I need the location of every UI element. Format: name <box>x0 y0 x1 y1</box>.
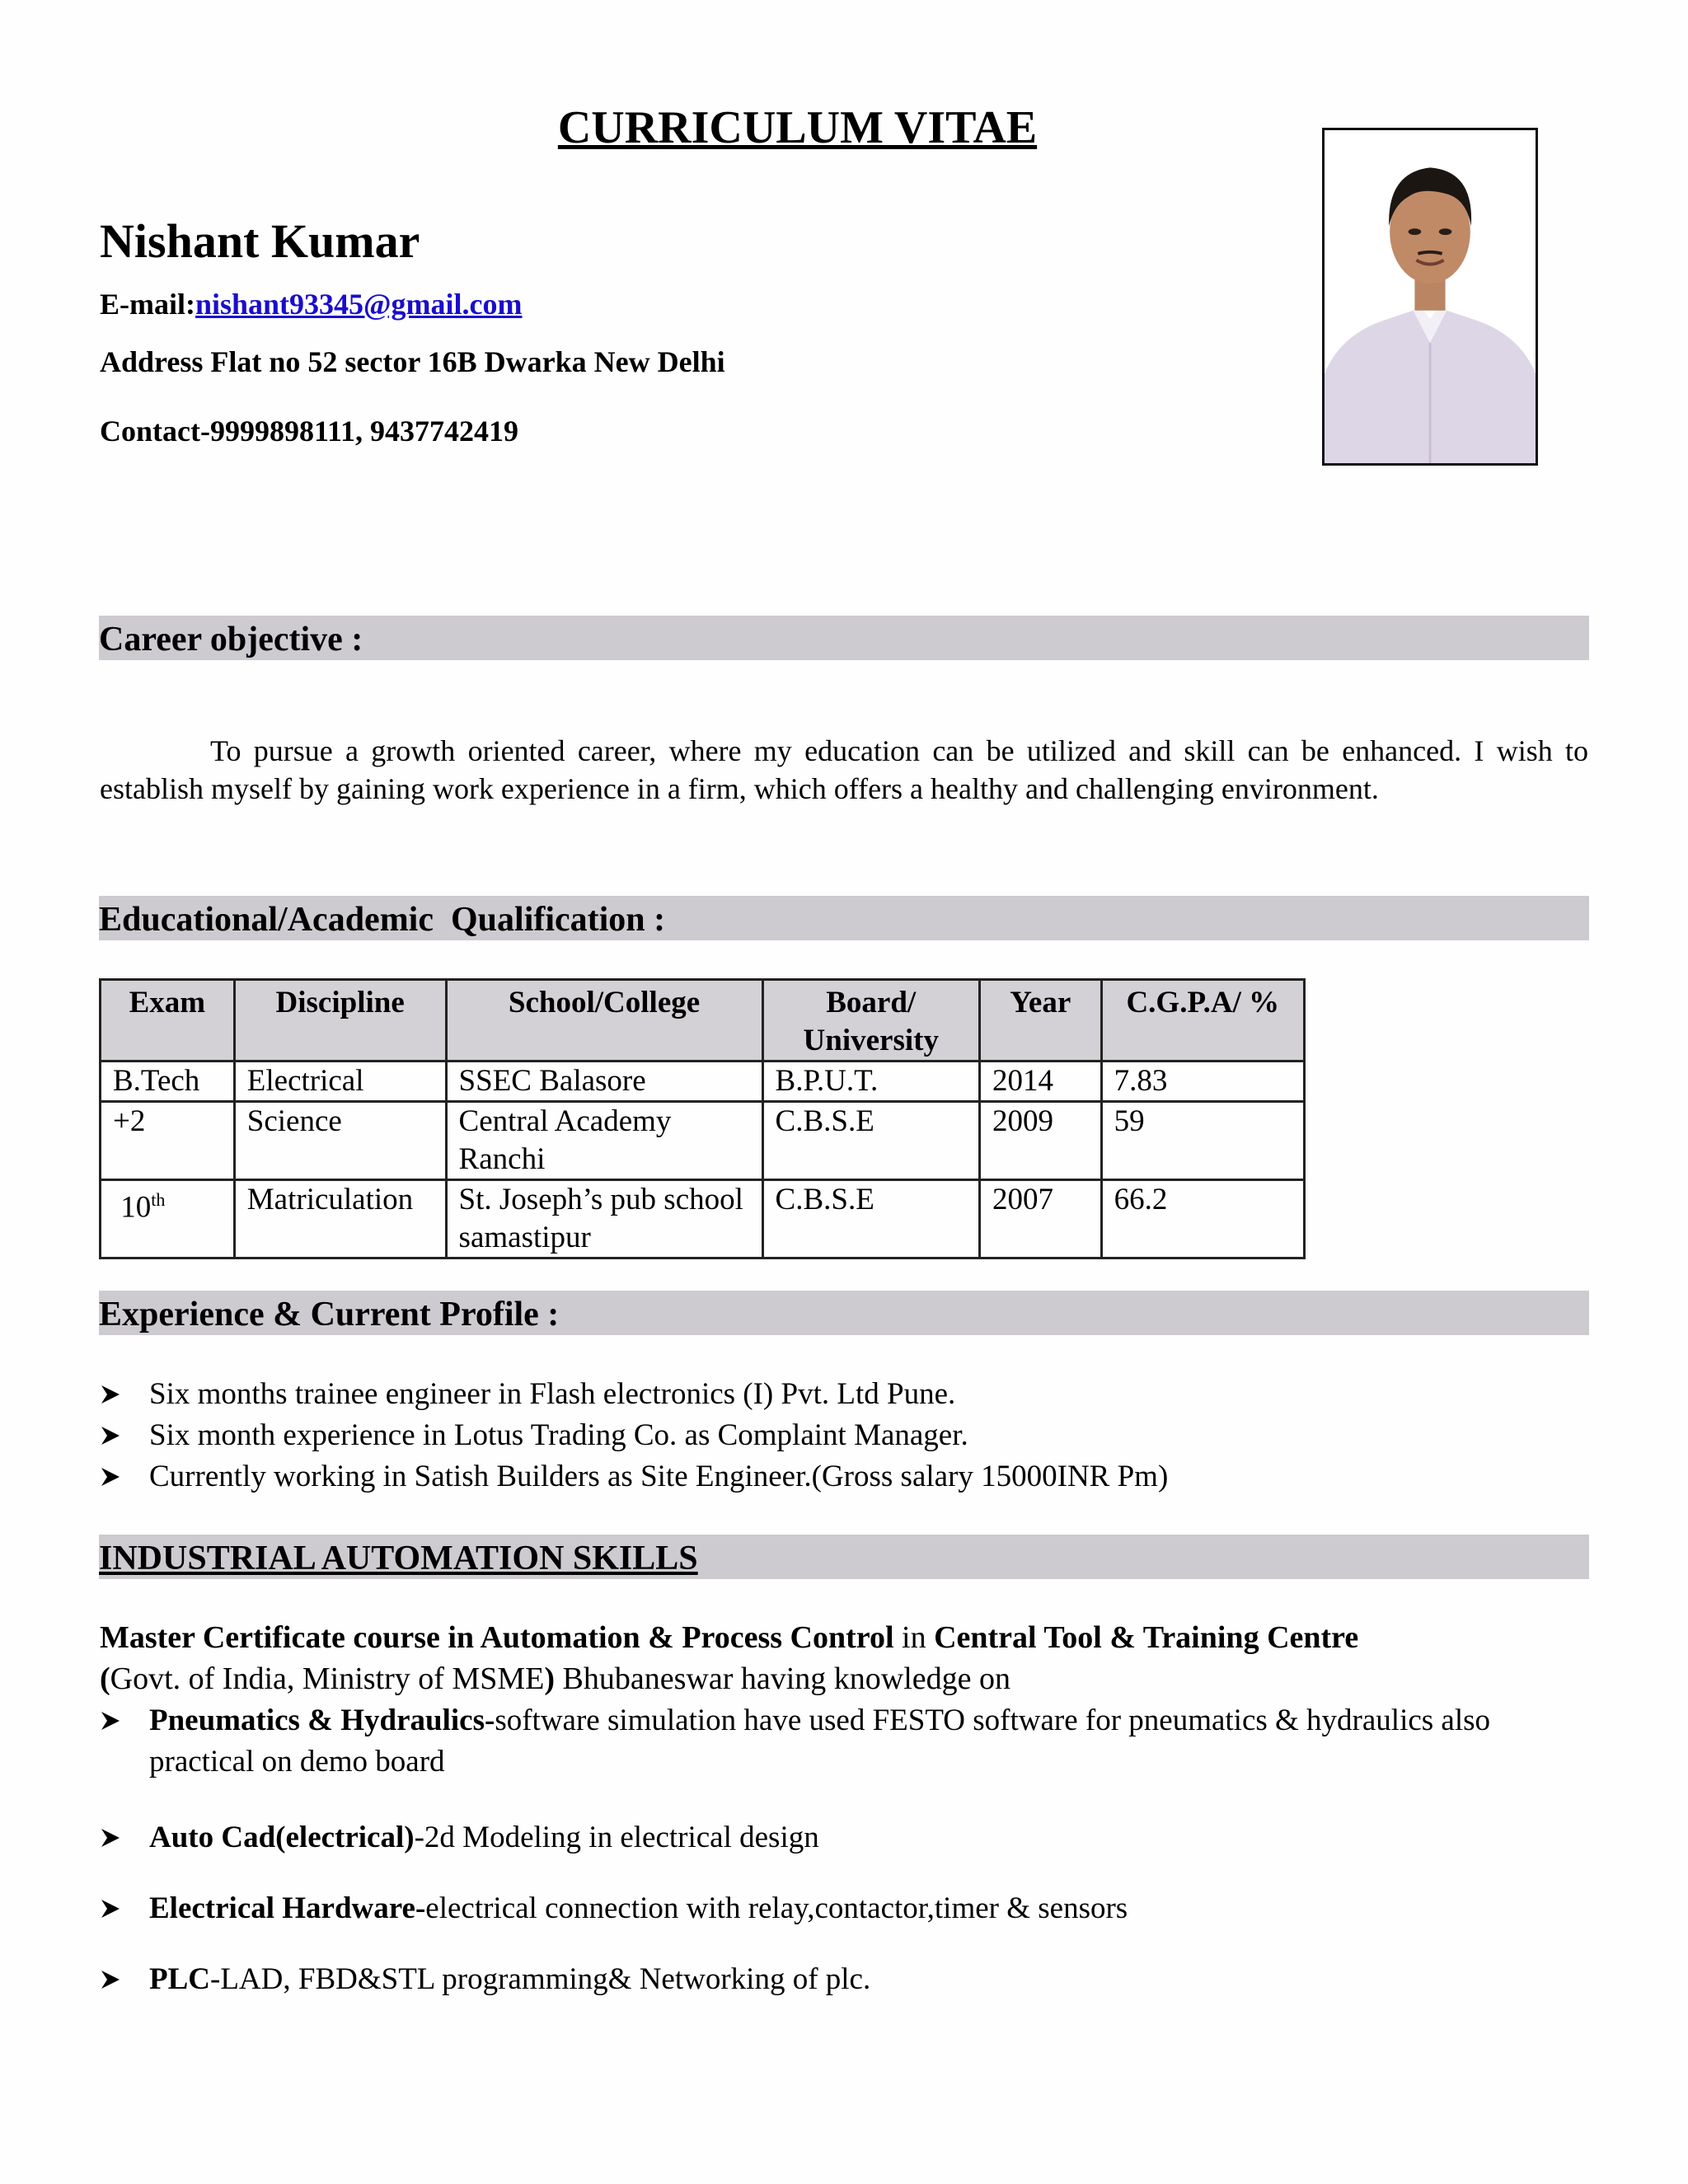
column-header-score: C.G.P.A/ % <box>1101 980 1304 1062</box>
skill-title: PLC <box>149 1962 210 1996</box>
experience-heading: Experience & Current Profile : <box>99 1291 1589 1335</box>
skill-desc: software simulation have used FESTO software for pneumatics & hydraulics also practical on demo board <box>149 1704 1491 1779</box>
cell-discipline: Science <box>234 1102 446 1180</box>
column-header-discipline: Discipline <box>234 980 446 1062</box>
skills-list <box>100 1700 1588 2030</box>
list-item: Six month experience in Lotus Trading Co. as Complaint Manager. <box>100 1415 1583 1456</box>
cell-school: SSEC Balasore <box>446 1062 762 1102</box>
list-item <box>100 1817 1588 1858</box>
skill-title: Auto Cad(electrical) <box>149 1821 415 1854</box>
cell-score: 7.83 <box>1101 1062 1304 1102</box>
contact-numbers: Contact-9999898111, 9437742419 <box>100 415 518 448</box>
cell-school: Central Academy Ranchi <box>446 1102 762 1180</box>
cell-board: B.P.U.T. <box>762 1062 979 1102</box>
column-header-year: Year <box>979 980 1101 1062</box>
arrow-bullet-icon <box>100 1710 121 1732</box>
cell-school: St. Joseph’s pub school samastipur <box>446 1180 762 1258</box>
email-line <box>100 286 523 322</box>
cell-score: 59 <box>1101 1102 1304 1180</box>
skill-desc: -LAD, FBD&STL programming& Networking of plc. <box>210 1962 871 1996</box>
table-header-row <box>101 980 1305 1062</box>
cell-score: 66.2 <box>1101 1180 1304 1258</box>
column-header-board: Board/ University <box>762 980 979 1062</box>
arrow-bullet-icon <box>100 1384 121 1405</box>
list-item <box>100 1959 1588 2000</box>
cell-year: 2007 <box>979 1180 1101 1258</box>
arrow-bullet-icon <box>100 1425 121 1446</box>
candidate-name: Nishant Kumar <box>100 214 420 268</box>
skill-title: Electrical Hardware- <box>149 1891 426 1925</box>
cell-year: 2009 <box>979 1102 1101 1180</box>
career-objective-heading: Career objective : <box>99 616 1589 660</box>
cell-discipline: Matriculation <box>234 1180 446 1258</box>
document-title: CURRICULUM VITAE <box>557 102 1038 153</box>
cell-exam: +2 <box>101 1102 235 1180</box>
table-row <box>101 1102 1305 1180</box>
cell-exam: 10th <box>101 1180 235 1258</box>
career-objective-body: To pursue a growth oriented career, where my education can be utilized and skill can be enhanced. I wish to establish myself by gaining work experience in a firm, which offers a healthy and challenging environment. <box>100 734 1588 805</box>
email-link[interactable]: nishant93345@gmail.com <box>195 288 523 321</box>
course-description: Master Certificate course in Automation & Process Control in Central Tool & Training Centre (Govt. of India, Ministry of MSME) Bhubaneswar having knowledge on <box>100 1620 1359 1696</box>
list-item <box>100 1700 1588 1783</box>
education-table <box>99 978 1306 1259</box>
email-label: E-mail: <box>100 288 195 321</box>
cell-board: C.B.S.E <box>762 1180 979 1258</box>
arrow-bullet-icon <box>100 1827 121 1849</box>
person-portrait-icon <box>1325 130 1536 463</box>
career-objective-text <box>100 732 1588 808</box>
education-heading: Educational/Academic Qualification : <box>99 896 1589 940</box>
table-row <box>101 1062 1305 1102</box>
experience-list <box>100 1374 1583 1497</box>
cell-discipline: Electrical <box>234 1062 446 1102</box>
list-item: Currently working in Satish Builders as Site Engineer.(Gross salary 15000INR Pm) <box>100 1456 1583 1497</box>
cell-exam: B.Tech <box>101 1062 235 1102</box>
cell-year: 2014 <box>979 1062 1101 1102</box>
arrow-bullet-icon <box>100 1969 121 1990</box>
cell-board: C.B.S.E <box>762 1102 979 1180</box>
table-row <box>101 1180 1305 1258</box>
skill-desc: -2d Modeling in electrical design <box>414 1821 819 1854</box>
column-header-exam: Exam <box>101 980 235 1062</box>
skill-desc: electrical connection with relay,contactor,timer & sensors <box>425 1891 1128 1925</box>
skill-title: Pneumatics & Hydraulics- <box>149 1704 495 1737</box>
list-item: Six months trainee engineer in Flash electronics (I) Pvt. Ltd Pune. <box>100 1374 1583 1415</box>
arrow-bullet-icon <box>100 1466 121 1488</box>
address: Address Flat no 52 sector 16B Dwarka New Delhi <box>100 345 725 378</box>
automation-skills-heading: INDUSTRIAL AUTOMATION SKILLS <box>99 1535 1589 1579</box>
profile-photo <box>1322 128 1538 466</box>
superscript-th: th <box>151 1189 166 1210</box>
arrow-bullet-icon <box>100 1898 121 1919</box>
list-item <box>100 1888 1588 1929</box>
column-header-school: School/College <box>446 980 762 1062</box>
